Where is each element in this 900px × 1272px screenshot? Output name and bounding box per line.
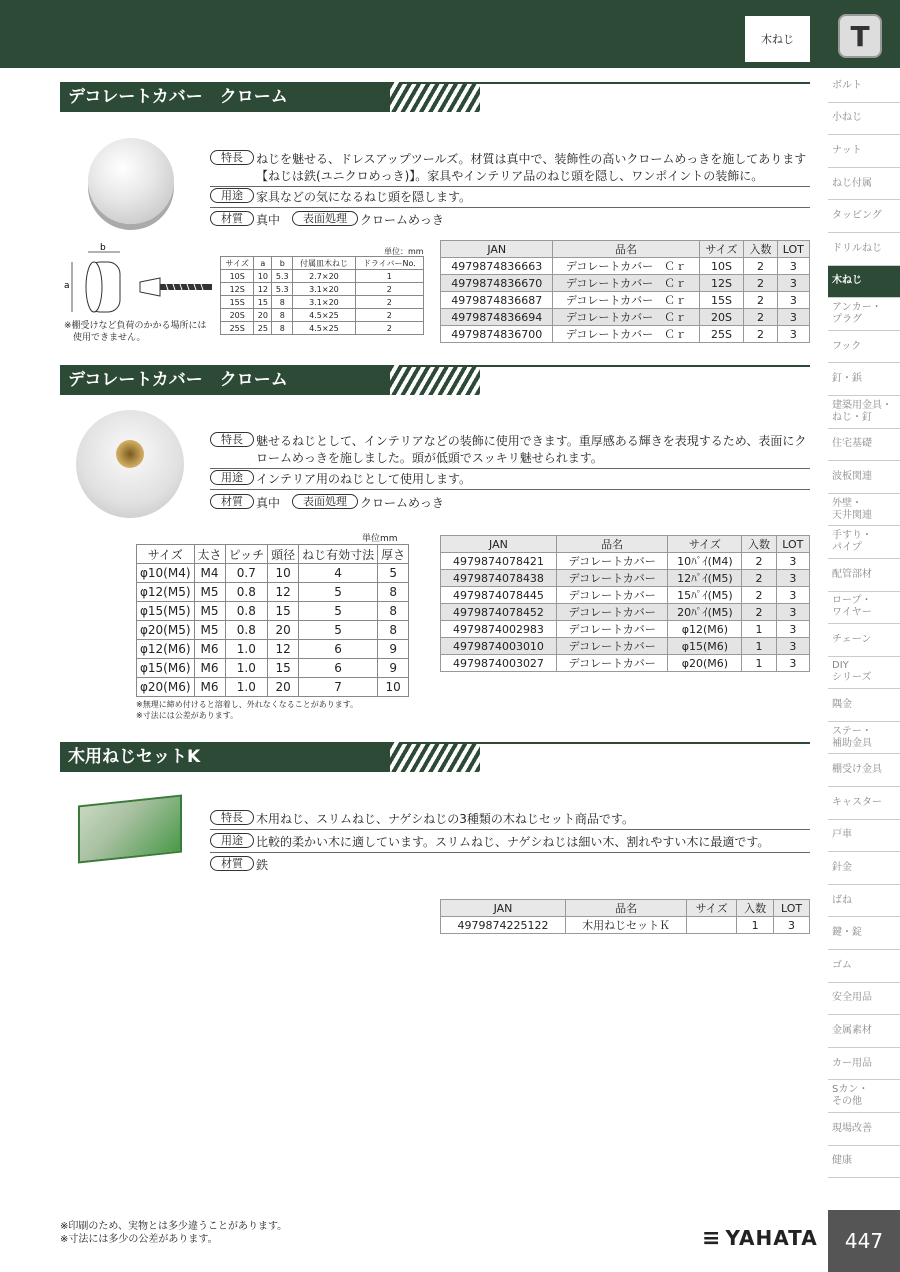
table-cell: 2 <box>742 587 776 604</box>
table-cell: φ12(M6) <box>668 621 742 638</box>
surface-tag: 表面処理 <box>292 211 358 226</box>
table-cell: 6 <box>299 659 378 678</box>
column-header: JAN <box>441 536 557 553</box>
table-row <box>441 917 810 934</box>
sec2-unit: 単位mm <box>362 534 398 544</box>
sidebar-item[interactable]: ステー・ 補助金具 <box>828 722 900 755</box>
table-cell: M6 <box>194 678 225 697</box>
table-cell: 3 <box>776 587 809 604</box>
table-cell: 5.3 <box>272 270 293 283</box>
use-tag: 用途 <box>210 833 254 848</box>
sidebar-item[interactable]: 健康 <box>828 1146 900 1179</box>
sidebar-item[interactable]: ばね <box>828 885 900 918</box>
table-cell: 2 <box>744 326 777 343</box>
table-cell: 2 <box>355 322 423 335</box>
surface-text: クロームめっき <box>360 496 444 510</box>
table-cell: デコレートカバー Ｃｒ <box>553 275 699 292</box>
sidebar-item[interactable]: フック <box>828 331 900 364</box>
table-cell: 10 <box>378 678 409 697</box>
column-header: JAN <box>441 900 566 917</box>
table-cell: デコレートカバー <box>556 570 667 587</box>
table-cell: 2 <box>355 283 423 296</box>
table-cell: 12S <box>221 283 254 296</box>
sidebar <box>828 70 900 1178</box>
sidebar-item[interactable]: ドリルねじ <box>828 233 900 266</box>
material-text: 鉄 <box>256 858 269 872</box>
table-cell: 2 <box>744 292 777 309</box>
table-row <box>441 309 810 326</box>
sidebar-item[interactable]: ロープ・ ワイヤー <box>828 592 900 625</box>
sidebar-item[interactable]: 安全用品 <box>828 983 900 1016</box>
table-cell: 20S <box>221 309 254 322</box>
table-cell: 3.1×20 <box>293 296 355 309</box>
dim-b-label: b <box>100 243 106 253</box>
sec1-spec-table <box>220 256 424 335</box>
sidebar-item[interactable]: ナット <box>828 135 900 168</box>
sidebar-item[interactable]: チェーン <box>828 624 900 657</box>
feature-row <box>210 432 810 469</box>
table-cell: 15ﾊﾟｲ(M5) <box>668 587 742 604</box>
table-header-row <box>441 900 810 917</box>
table-row <box>441 258 810 275</box>
section-title-text: 木用ねじセットK <box>60 742 400 772</box>
table-cell: 15S <box>221 296 254 309</box>
table-row <box>441 570 810 587</box>
table-row <box>137 640 409 659</box>
feature-text: 魅せるねじとして、インテリアなどの装飾に使用できます。重厚感ある輝きを表現するため、表面にクロームめっきを施しました。頭が低頭でスッキリ魅せられます。 <box>256 434 807 465</box>
sidebar-item[interactable]: DIY シリーズ <box>828 657 900 690</box>
table-cell: 12ﾊﾟｲ(M5) <box>668 570 742 587</box>
column-header: 入数 <box>737 900 774 917</box>
column-header: 品名 <box>553 241 699 258</box>
table-cell: 20S <box>699 309 744 326</box>
table-cell: デコレートカバー Ｃｒ <box>553 292 699 309</box>
column-header: サイズ <box>699 241 744 258</box>
section-title-text: デコレートカバー クローム <box>60 365 400 395</box>
sidebar-item[interactable]: 戸車 <box>828 820 900 853</box>
table-cell: 4.5×25 <box>293 309 355 322</box>
use-tag: 用途 <box>210 470 254 485</box>
table-cell: 8 <box>378 602 409 621</box>
sec2-jan-table <box>440 535 810 672</box>
table-row <box>221 309 424 322</box>
sidebar-item[interactable]: Sカン・ その他 <box>828 1080 900 1113</box>
column-header: JAN <box>441 241 553 258</box>
chrome-cover-image <box>88 138 174 224</box>
table-cell: M5 <box>194 602 225 621</box>
section-2-title <box>60 365 810 395</box>
column-header: ねじ有効寸法 <box>299 545 378 564</box>
table-cell: 8 <box>378 583 409 602</box>
table-cell: 4979874836694 <box>441 309 553 326</box>
column-header: サイズ <box>221 257 254 270</box>
surface-tag: 表面処理 <box>292 494 358 509</box>
column-header: 付属皿木ねじ <box>293 257 355 270</box>
category-label: 木ねじ <box>745 16 810 62</box>
title-rule <box>400 365 810 367</box>
sidebar-item[interactable]: 釘・鋲 <box>828 363 900 396</box>
table-cell: 2 <box>742 570 776 587</box>
table-cell: 8 <box>272 322 293 335</box>
table-cell: 12S <box>699 275 744 292</box>
table-cell: φ15(M6) <box>668 638 742 655</box>
table-cell: 20 <box>254 309 272 322</box>
table-cell: 3 <box>777 292 809 309</box>
column-header: サイズ <box>668 536 742 553</box>
table-cell: 3 <box>777 275 809 292</box>
table-row <box>441 292 810 309</box>
table-cell: 2 <box>744 258 777 275</box>
table-cell: 4979874003010 <box>441 638 557 655</box>
sec3-jan-table <box>440 899 810 934</box>
table-row <box>441 326 810 343</box>
sidebar-item[interactable]: キャスター <box>828 787 900 820</box>
title-stripes <box>390 365 480 395</box>
column-header: サイズ <box>137 545 195 564</box>
table-cell: デコレートカバー Ｃｒ <box>553 326 699 343</box>
section-title-text: デコレートカバー クローム <box>60 82 400 112</box>
table-row <box>221 283 424 296</box>
sec2-note: ※無理に締め付けると溶着し、外れなくなることがあります。 ※寸法には公差があります。 <box>136 700 359 720</box>
table-cell: 1 <box>742 638 776 655</box>
table-cell: 5 <box>299 621 378 640</box>
sidebar-item[interactable]: 鍵・錠 <box>828 917 900 950</box>
column-header: 品名 <box>566 900 687 917</box>
table-cell: 25 <box>254 322 272 335</box>
feature-row <box>210 810 810 830</box>
table-cell: 4979874002983 <box>441 621 557 638</box>
table-cell: 2.7×20 <box>293 270 355 283</box>
table-cell: 4979874836687 <box>441 292 553 309</box>
table-cell: 4979874078452 <box>441 604 557 621</box>
table-cell: 3 <box>774 917 810 934</box>
sidebar-item[interactable]: カー用品 <box>828 1048 900 1081</box>
table-cell: 10ﾊﾟｲ(M4) <box>668 553 742 570</box>
table-cell: 3 <box>777 309 809 326</box>
table-row <box>441 553 810 570</box>
table-cell: φ15(M5) <box>137 602 195 621</box>
table-cell: φ12(M5) <box>137 583 195 602</box>
table-cell: 12 <box>268 640 299 659</box>
table-cell: デコレートカバー <box>556 638 667 655</box>
use-text: 比較的柔かい木に適しています。スリムねじ、ナゲシねじは細い木、割れやすい木に最適です。 <box>256 835 770 849</box>
section-3-title <box>60 742 810 772</box>
column-header: サイズ <box>687 900 737 917</box>
title-rule <box>400 82 810 84</box>
table-cell: デコレートカバー <box>556 655 667 672</box>
table-row <box>441 621 810 638</box>
column-header: 厚さ <box>378 545 409 564</box>
sec1-note: ※棚受けなど負荷のかかる場所には 使用できません。 <box>64 321 207 343</box>
table-row <box>441 604 810 621</box>
sidebar-item[interactable]: ゴム <box>828 950 900 983</box>
table-cell: 20 <box>268 678 299 697</box>
table-row <box>441 587 810 604</box>
title-stripes <box>390 742 480 772</box>
table-cell: 3 <box>776 553 809 570</box>
sidebar-item[interactable]: 外壁・ 天井関連 <box>828 494 900 527</box>
material-text: 真中 <box>256 213 281 227</box>
table-header-row <box>441 241 810 258</box>
table-row <box>137 659 409 678</box>
material-row <box>210 856 810 875</box>
table-cell: 10S <box>699 258 744 275</box>
sidebar-item[interactable]: アンカー・ プラグ <box>828 298 900 331</box>
table-cell: 3.1×20 <box>293 283 355 296</box>
table-cell: 15 <box>254 296 272 309</box>
sidebar-item[interactable]: 針金 <box>828 852 900 885</box>
table-cell: 5 <box>299 602 378 621</box>
table-row <box>137 583 409 602</box>
table-row <box>137 602 409 621</box>
table-cell: 9 <box>378 640 409 659</box>
category-logo-icon: T <box>838 14 882 58</box>
table-cell: 2 <box>742 553 776 570</box>
table-cell: φ15(M6) <box>137 659 195 678</box>
sec2-spec-table <box>136 544 409 697</box>
use-text: 家具などの気になるねじ頭を隠します。 <box>256 190 472 204</box>
table-cell: 2 <box>744 275 777 292</box>
table-cell: φ12(M6) <box>137 640 195 659</box>
table-cell: M6 <box>194 640 225 659</box>
chrome-cover-nut-image <box>76 410 184 518</box>
table-cell: 10 <box>268 564 299 583</box>
footer-note: ※印刷のため、実物とは多少違うことがあります。 ※寸法には多少の公差があります。 <box>60 1221 288 1245</box>
table-cell: 4.5×25 <box>293 322 355 335</box>
brand-name: YAHATA <box>725 1226 818 1250</box>
column-header: 頭径 <box>268 545 299 564</box>
sec1-unit: 単位：mm <box>384 247 424 256</box>
sidebar-item[interactable]: 棚受け金具 <box>828 754 900 787</box>
surface-text: クロームめっき <box>360 213 444 227</box>
table-cell: 4979874225122 <box>441 917 566 934</box>
table-cell: 1 <box>742 655 776 672</box>
table-cell: 4979874078445 <box>441 587 557 604</box>
sidebar-item[interactable]: 住宅基礎 <box>828 429 900 462</box>
table-cell: 3 <box>777 258 809 275</box>
table-cell: 2 <box>355 309 423 322</box>
table-row <box>221 270 424 283</box>
feature-text: ねじを魅せる、ドレスアップツールズ。材質は真中で、装飾性の高いクロームめっきを施してあります【ねじは鉄(ユニクロめっき)】。家具やインテリア品のねじ頭を隠し、ワンポイントの装飾に。 <box>256 152 807 183</box>
table-cell: 9 <box>378 659 409 678</box>
material-text: 真中 <box>256 496 281 510</box>
table-cell: 8 <box>272 309 293 322</box>
table-cell: 5.3 <box>272 283 293 296</box>
table-cell: 0.7 <box>225 564 268 583</box>
sidebar-item[interactable]: 現場改善 <box>828 1113 900 1146</box>
use-row <box>210 470 810 490</box>
table-cell: 6 <box>299 640 378 659</box>
table-cell: 7 <box>299 678 378 697</box>
table-cell: デコレートカバー <box>556 553 667 570</box>
table-cell: 4979874836663 <box>441 258 553 275</box>
use-text: インテリア用のねじとして使用します。 <box>256 472 472 486</box>
material-tag: 材質 <box>210 211 254 226</box>
table-cell: 12 <box>268 583 299 602</box>
table-cell: 20ﾊﾟｲ(M5) <box>668 604 742 621</box>
table-cell: 8 <box>272 296 293 309</box>
sidebar-item[interactable]: ボルト <box>828 70 900 103</box>
table-cell: φ20(M6) <box>137 678 195 697</box>
column-header: LOT <box>776 536 809 553</box>
table-cell: 10 <box>254 270 272 283</box>
dim-a-label: a <box>64 281 70 291</box>
table-cell: 25S <box>221 322 254 335</box>
material-tag: 材質 <box>210 856 254 871</box>
sidebar-item[interactable]: 波板関連 <box>828 461 900 494</box>
table-cell: 3 <box>776 621 809 638</box>
screw-set-image <box>78 795 182 864</box>
table-cell: デコレートカバー Ｃｒ <box>553 309 699 326</box>
table-cell: φ20(M6) <box>668 655 742 672</box>
column-header: a <box>254 257 272 270</box>
table-cell: 1.0 <box>225 678 268 697</box>
column-header: b <box>272 257 293 270</box>
table-cell: 木用ねじセットＫ <box>566 917 687 934</box>
table-cell: 15 <box>268 602 299 621</box>
feature-row <box>210 150 810 187</box>
column-header: 入数 <box>742 536 776 553</box>
sidebar-item[interactable]: 建築用金具・ ねじ・釘 <box>828 396 900 429</box>
page-number: 447 <box>828 1210 900 1272</box>
table-row <box>137 564 409 583</box>
table-cell: 1 <box>742 621 776 638</box>
table-row <box>221 322 424 335</box>
table-cell: 1 <box>737 917 774 934</box>
table-cell: 3 <box>776 655 809 672</box>
table-cell: デコレートカバー Ｃｒ <box>553 258 699 275</box>
table-cell: 12 <box>254 283 272 296</box>
table-cell: 5 <box>299 583 378 602</box>
table-cell: 3 <box>776 570 809 587</box>
table-cell: 1.0 <box>225 659 268 678</box>
column-header: 入数 <box>744 241 777 258</box>
feature-tag: 特長 <box>210 432 254 447</box>
table-cell: 4979874836700 <box>441 326 553 343</box>
sidebar-item[interactable]: 木ねじ <box>828 266 900 299</box>
column-header: 品名 <box>556 536 667 553</box>
table-header-row <box>441 536 810 553</box>
title-rule <box>400 742 810 744</box>
sidebar-item[interactable]: 小ねじ <box>828 103 900 136</box>
table-cell: M5 <box>194 583 225 602</box>
table-row <box>221 296 424 309</box>
feature-tag: 特長 <box>210 810 254 825</box>
material-row <box>210 494 810 513</box>
table-cell: 5 <box>378 564 409 583</box>
material-row <box>210 211 810 230</box>
feature-tag: 特長 <box>210 150 254 165</box>
feature-text: 木用ねじ、スリムねじ、ナゲシねじの3種類の木ねじセット商品です。 <box>256 812 634 826</box>
sidebar-item[interactable]: 金属素材 <box>828 1015 900 1048</box>
title-stripes <box>390 82 480 112</box>
table-cell: φ20(M5) <box>137 621 195 640</box>
table-cell: 20 <box>268 621 299 640</box>
table-cell: デコレートカバー <box>556 604 667 621</box>
table-cell: 4979874836670 <box>441 275 553 292</box>
column-header: LOT <box>774 900 810 917</box>
material-tag: 材質 <box>210 494 254 509</box>
column-header: LOT <box>777 241 809 258</box>
table-cell: φ10(M4) <box>137 564 195 583</box>
table-row <box>441 275 810 292</box>
table-cell: 3 <box>776 638 809 655</box>
table-cell: 4979874003027 <box>441 655 557 672</box>
sidebar-item[interactable]: 配管部材 <box>828 559 900 592</box>
table-cell: 0.8 <box>225 602 268 621</box>
sidebar-item[interactable]: ねじ付属 <box>828 168 900 201</box>
table-cell: 8 <box>378 621 409 640</box>
table-cell: 2 <box>744 309 777 326</box>
use-row <box>210 188 810 208</box>
table-cell: 15 <box>268 659 299 678</box>
table-cell: 0.8 <box>225 621 268 640</box>
column-header: 太さ <box>194 545 225 564</box>
brand-logo: ≡ YAHATA <box>702 1226 818 1251</box>
table-cell: M5 <box>194 621 225 640</box>
cover-diagram <box>60 240 220 320</box>
section-1-title <box>60 82 810 112</box>
table-row <box>137 621 409 640</box>
table-cell: デコレートカバー <box>556 587 667 604</box>
sidebar-item[interactable]: 手すり・ パイプ <box>828 526 900 559</box>
table-cell: 4979874078421 <box>441 553 557 570</box>
table-cell: 4 <box>299 564 378 583</box>
column-header: ドライバーNo. <box>355 257 423 270</box>
table-cell: 1.0 <box>225 640 268 659</box>
table-cell: 3 <box>777 326 809 343</box>
table-cell: 2 <box>355 296 423 309</box>
column-header: ピッチ <box>225 545 268 564</box>
table-cell: 0.8 <box>225 583 268 602</box>
table-row <box>441 655 810 672</box>
table-cell: 2 <box>742 604 776 621</box>
table-cell: 25S <box>699 326 744 343</box>
table-cell: 3 <box>776 604 809 621</box>
sidebar-item[interactable]: タッピング <box>828 200 900 233</box>
table-cell: M4 <box>194 564 225 583</box>
table-row <box>441 638 810 655</box>
table-cell: 4979874078438 <box>441 570 557 587</box>
table-header-row <box>137 545 409 564</box>
table-row <box>137 678 409 697</box>
use-row <box>210 833 810 853</box>
use-tag: 用途 <box>210 188 254 203</box>
table-cell: 1 <box>355 270 423 283</box>
table-cell: 10S <box>221 270 254 283</box>
table-cell: M6 <box>194 659 225 678</box>
sidebar-item[interactable]: 隅金 <box>828 689 900 722</box>
table-cell <box>687 917 737 934</box>
table-cell: 15S <box>699 292 744 309</box>
table-cell: デコレートカバー <box>556 621 667 638</box>
sec1-jan-table <box>440 240 810 343</box>
table-header-row <box>221 257 424 270</box>
